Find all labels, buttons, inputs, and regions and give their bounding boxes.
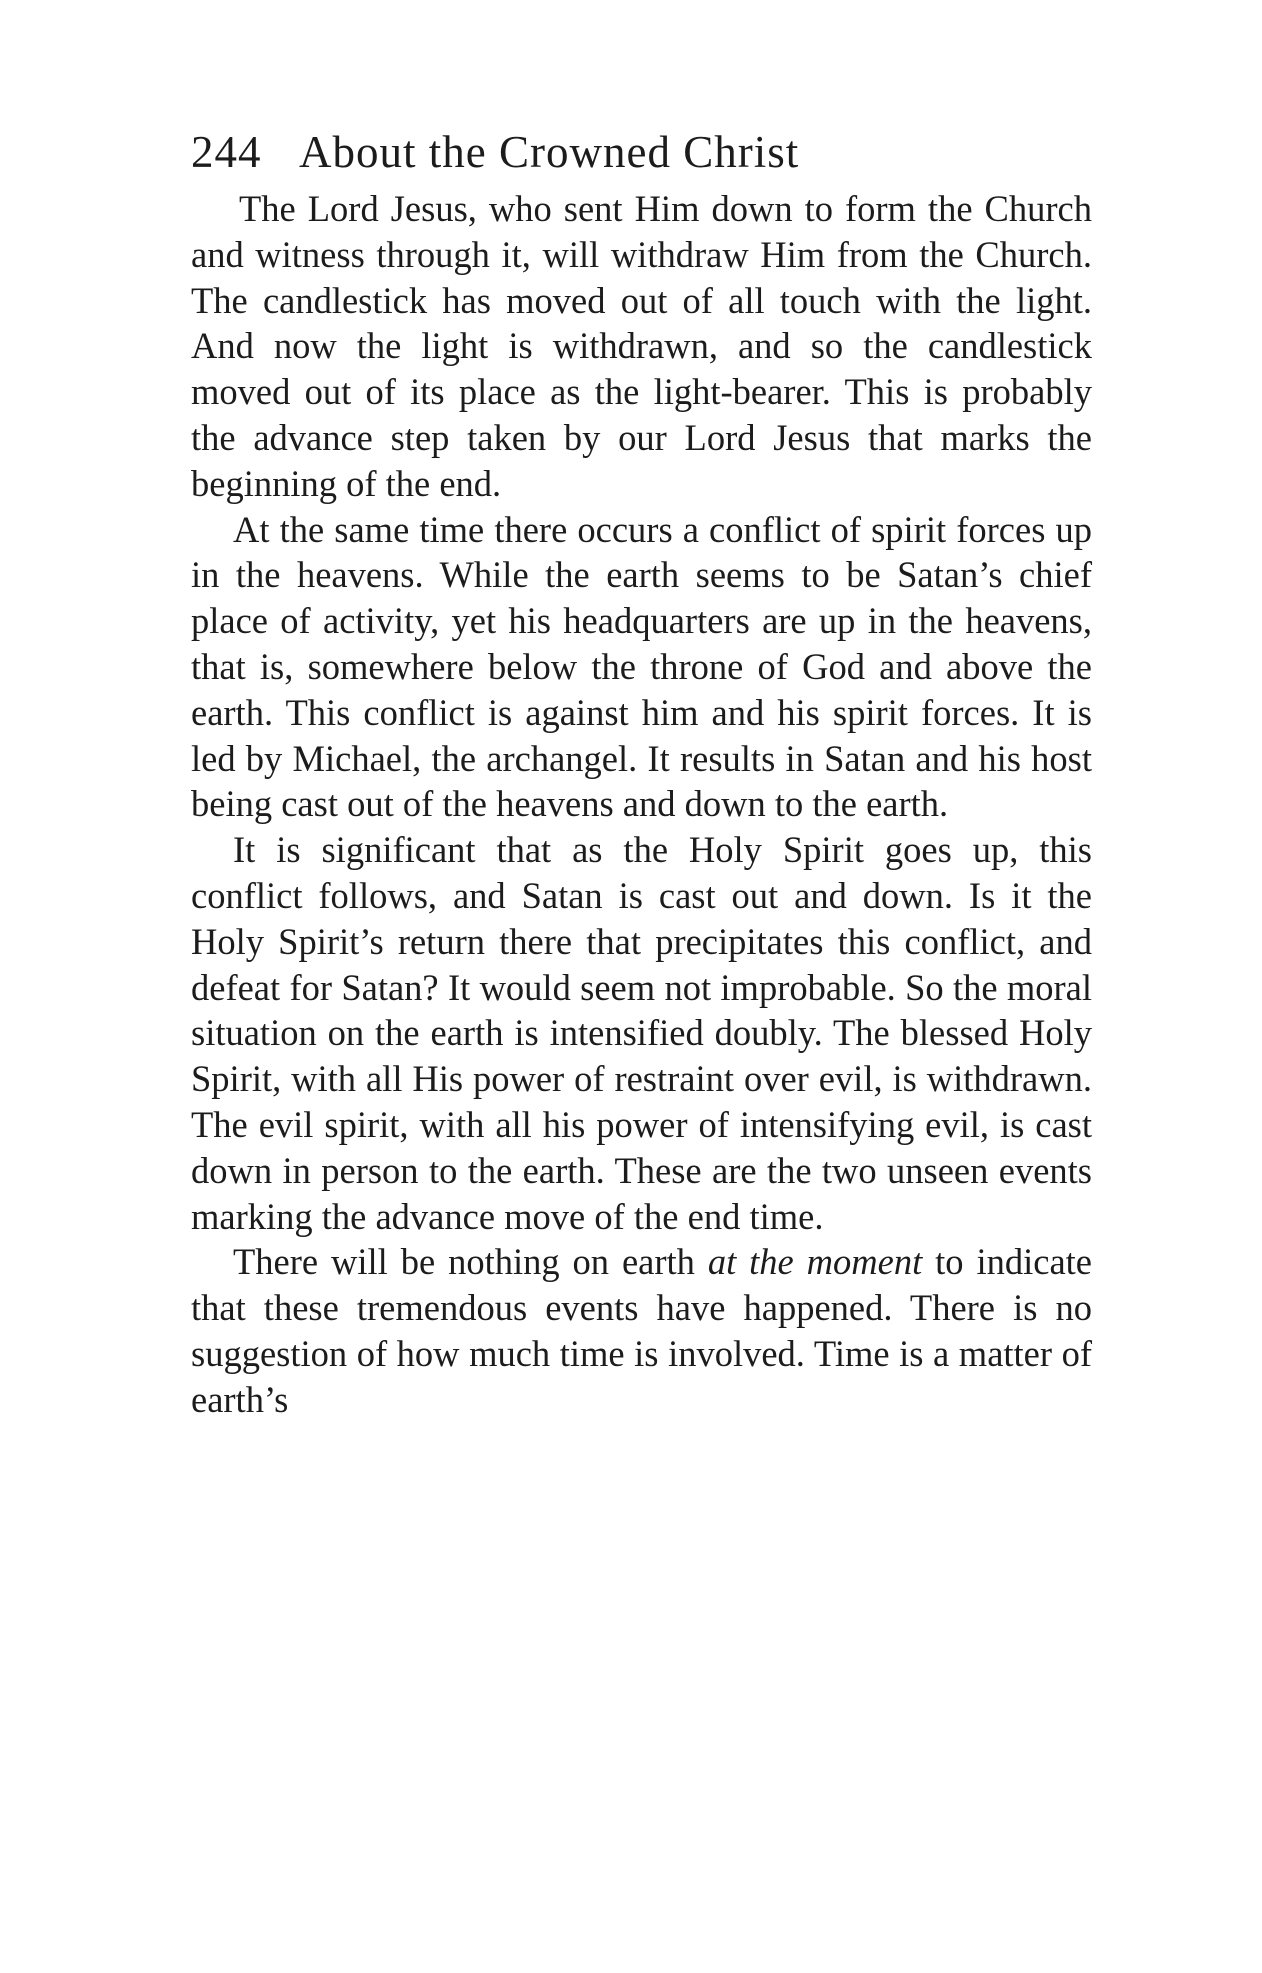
paragraph-4-text-end: to indicate that these tremendous events have happened. There is no suggestion of how much time is involved. Time is a matter of earth’s [191, 1241, 1092, 1420]
page-number: 244 [191, 127, 262, 177]
paragraph-1: The Lord Jesus, who sent Him down to form the Church and witness through it, will withdraw Him from the Church. The candlestick has moved out of all touch with the light. And now the light is withdrawn, and so the candlestick moved out of its place as the light-bearer. This is probably the advance step taken by our Lord Jesus that marks the beginning of the end. [191, 188, 1092, 504]
paragraph-4 [191, 1239, 1092, 1422]
paragraph-2: At the same time there occurs a conflict of spirit forces up in the heavens. While the earth seems to be Satan’s chief place of activity, yet his headquarters are up in the heavens, that is, somewhere below the throne of God and above the earth. This conflict is against him and his spirit forces. It is led by Michael, the archangel. It results in Satan and his host being cast out of the heavens and down to the earth. [191, 508, 1092, 825]
paragraph-3: It is significant that as the Holy Spirit goes up, this conflict follows, and Satan is cast out and down. Is it the Holy Spirit’s return there that precipitates this conflict, and defeat for Satan? It would seem not improbable. So the moral situation on the earth is intensified doubly. The blessed Holy Spirit, with all His power of restraint over evil, is withdrawn. The evil spirit, with all his power of intensifying evil, is cast down in person to the earth. These are the two unseen events marking the advance move of the end time. [191, 829, 1092, 1237]
book-page [191, 128, 1092, 1423]
page-header [191, 128, 1092, 176]
running-title: About the Crowned Christ [299, 127, 800, 177]
paragraph-4-emphasis: at the moment [707, 1241, 923, 1283]
paragraph-4-text-start: There will be nothing on earth [233, 1241, 708, 1283]
